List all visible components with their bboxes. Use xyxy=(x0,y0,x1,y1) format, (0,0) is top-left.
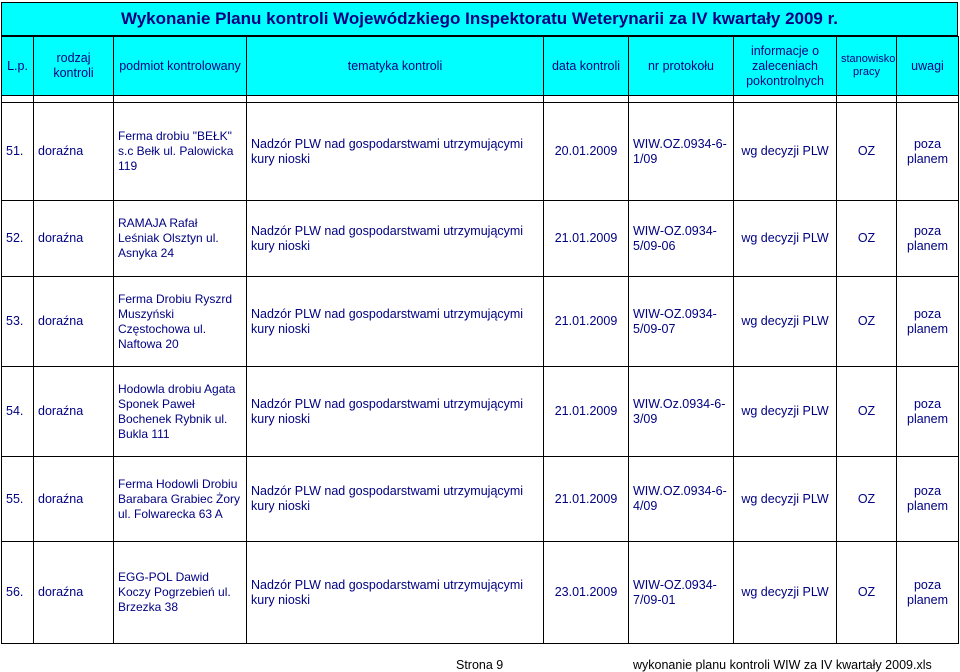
cell-data: 21.01.2009 xyxy=(544,201,629,277)
header-nr: nr protokołu xyxy=(629,37,734,96)
cell-informacje: wg decyzji PLW xyxy=(734,277,837,367)
cell-nr: WIW-OZ.0934-7/09-01 xyxy=(629,542,734,644)
cell-nr: WIW.Oz.0934-6-3/09 xyxy=(629,367,734,457)
cell-tematyka: Nadzór PLW nad gospodarstwami utrzymującymi kury nioski xyxy=(247,367,544,457)
cell-tematyka: Nadzór PLW nad gospodarstwami utrzymującymi kury nioski xyxy=(247,201,544,277)
header-tematyka: tematyka kontroli xyxy=(247,37,544,96)
cell-podmiot: Ferma Drobiu Ryszrd Muszyński Częstochowa ul. Naftowa 20 xyxy=(114,277,247,367)
cell-nr: WIW-OZ.0934-5/09-07 xyxy=(629,277,734,367)
cell-rodzaj: doraźna xyxy=(34,277,114,367)
header-podmiot: podmiot kontrolowany xyxy=(114,37,247,96)
cell-tematyka: Nadzór PLW nad gospodarstwami utrzymującymi kury nioski xyxy=(247,542,544,644)
cell-uwagi: poza planem xyxy=(897,201,959,277)
cell-informacje: wg decyzji PLW xyxy=(734,201,837,277)
cell-stanowisko: OZ xyxy=(837,277,897,367)
cell-tematyka: Nadzór PLW nad gospodarstwami utrzymującymi kury nioski xyxy=(247,277,544,367)
cell-nr: WIW.OZ.0934-6-4/09 xyxy=(629,457,734,542)
cell-data: 21.01.2009 xyxy=(544,277,629,367)
cell-podmiot: Hodowla drobiu Agata Sponek Paweł Bochenek Rybnik ul. Bukla 111 xyxy=(114,367,247,457)
table-row xyxy=(2,542,959,644)
cell-tematyka: Nadzór PLW nad gospodarstwami utrzymującymi kury nioski xyxy=(247,457,544,542)
cell-uwagi: poza planem xyxy=(897,367,959,457)
cell-podmiot: Ferma drobiu "BEŁK" s.c Bełk ul. Palowicka 119 xyxy=(114,103,247,201)
cell-data: 21.01.2009 xyxy=(544,457,629,542)
cell-tematyka: Nadzór PLW nad gospodarstwami utrzymującymi kury nioski xyxy=(247,103,544,201)
page-number: Strona 9 xyxy=(456,658,504,672)
cell-podmiot: RAMAJA Rafał Leśniak Olsztyn ul. Asnyka 24 xyxy=(114,201,247,277)
header-uwagi: uwagi xyxy=(897,37,959,96)
cell-rodzaj: doraźna xyxy=(34,367,114,457)
cell-lp: 56. xyxy=(2,542,34,644)
cell-data: 21.01.2009 xyxy=(544,367,629,457)
cell-podmiot: EGG-POL Dawid Koczy Pogrzebień ul. Brzezka 38 xyxy=(114,542,247,644)
cell-informacje: wg decyzji PLW xyxy=(734,542,837,644)
cell-lp: 51. xyxy=(2,103,34,201)
header-row xyxy=(2,37,959,96)
control-plan-table xyxy=(1,36,959,644)
cell-uwagi: poza planem xyxy=(897,457,959,542)
cell-stanowisko: OZ xyxy=(837,457,897,542)
file-name: wykonanie planu kontroli WIW za IV kwartały 2009.xls xyxy=(633,658,932,672)
table-row xyxy=(2,277,959,367)
cell-stanowisko: OZ xyxy=(837,367,897,457)
header-lp: L.p. xyxy=(2,37,34,96)
cell-rodzaj: doraźna xyxy=(34,201,114,277)
cell-rodzaj: doraźna xyxy=(34,103,114,201)
cell-data: 23.01.2009 xyxy=(544,542,629,644)
table-row xyxy=(2,103,959,201)
cell-nr: WIW.OZ.0934-6-1/09 xyxy=(629,103,734,201)
cell-stanowisko: OZ xyxy=(837,201,897,277)
spacer-row xyxy=(2,96,959,103)
cell-lp: 52. xyxy=(2,201,34,277)
cell-uwagi: poza planem xyxy=(897,542,959,644)
cell-uwagi: poza planem xyxy=(897,103,959,201)
cell-informacje: wg decyzji PLW xyxy=(734,367,837,457)
document-title: Wykonanie Planu kontroli Wojewódzkiego Inspektoratu Weterynarii za IV kwartały 2009 r. xyxy=(1,2,958,36)
cell-nr: WIW-OZ.0934-5/09-06 xyxy=(629,201,734,277)
cell-informacje: wg decyzji PLW xyxy=(734,457,837,542)
table-row xyxy=(2,367,959,457)
cell-stanowisko: OZ xyxy=(837,542,897,644)
header-stanowisko: stanowisko pracy xyxy=(837,37,897,96)
table-row xyxy=(2,201,959,277)
cell-podmiot: Ferma Hodowli Drobiu Barabara Grabiec Żory ul. Folwarecka 63 A xyxy=(114,457,247,542)
header-rodzaj: rodzaj kontroli xyxy=(34,37,114,96)
table-row xyxy=(2,457,959,542)
cell-lp: 54. xyxy=(2,367,34,457)
cell-informacje: wg decyzji PLW xyxy=(734,103,837,201)
cell-stanowisko: OZ xyxy=(837,103,897,201)
header-data: data kontroli xyxy=(544,37,629,96)
cell-lp: 53. xyxy=(2,277,34,367)
cell-lp: 55. xyxy=(2,457,34,542)
cell-rodzaj: doraźna xyxy=(34,542,114,644)
cell-uwagi: poza planem xyxy=(897,277,959,367)
cell-rodzaj: doraźna xyxy=(34,457,114,542)
cell-data: 20.01.2009 xyxy=(544,103,629,201)
header-informacje: informacje o zaleceniach pokontrolnych xyxy=(734,37,837,96)
